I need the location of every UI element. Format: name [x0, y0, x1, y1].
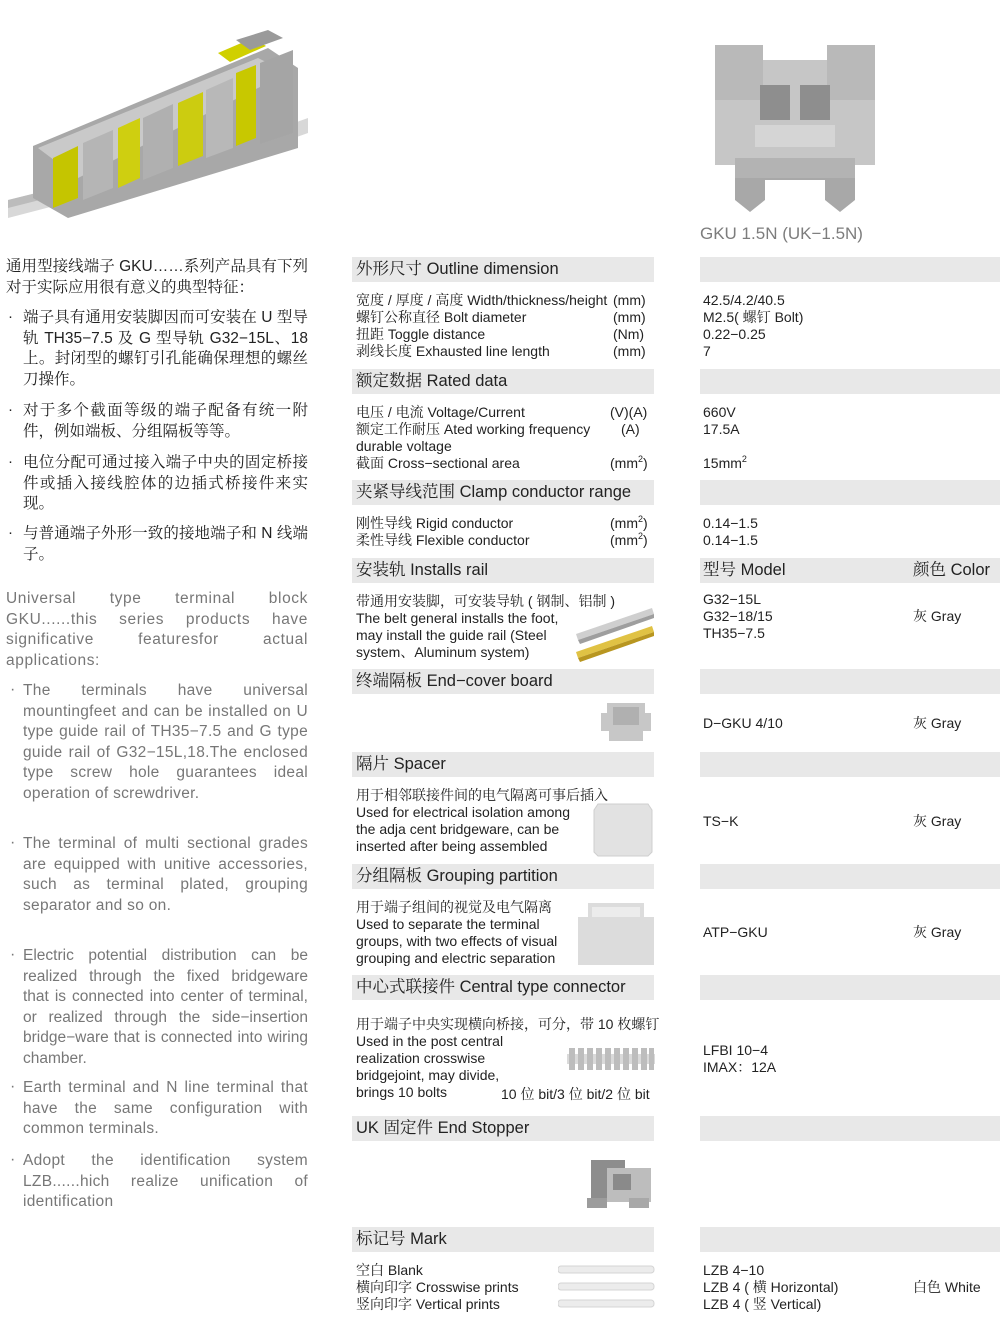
- bullet-dot: ·: [8, 401, 13, 418]
- central-desc-3: realization crosswise: [356, 1050, 486, 1066]
- rail-title: 安装轨 Installs rail: [356, 561, 489, 579]
- outline-unit-3: (Nm): [613, 326, 645, 342]
- rated-label-2b: durable voltage: [356, 438, 452, 454]
- left-en-bullet-1: The terminals have universal mountingfeet and can be installed on U type guide rail of TH35−7.5 and G type guide rail of G32−15L,18.The enclosed type screw hole guarantees ideal operation of screwdriver.: [23, 682, 308, 802]
- outline-title: 外形尺寸 Outline dimension: [356, 260, 559, 278]
- bullet-dot: ·: [10, 1078, 16, 1095]
- band-rated-right: [700, 369, 1000, 394]
- gku-terminal-photo: [700, 40, 890, 215]
- bullet-dot: ·: [8, 524, 13, 541]
- central-desc-2: Used in the post central: [356, 1033, 504, 1049]
- spacer-desc-3: the adja cent bridgeware, can be: [356, 821, 560, 837]
- rated-unit-2: (A): [621, 421, 640, 437]
- band-central-right: [700, 975, 1000, 1000]
- rail-desc-3: may install the guide rail (Steel: [356, 627, 547, 643]
- outline-label-2: 螺钉公称直径 Bolt diameter: [356, 309, 527, 325]
- rail-model-1: G32−15L: [703, 591, 761, 607]
- grouping-title: 分组隔板 Grouping partition: [356, 867, 558, 885]
- band-spacer-right: [700, 752, 1000, 777]
- mark-label-3: 竖向印字 Vertical prints: [356, 1296, 500, 1312]
- clamp-label-1: 刚性导线 Rigid conductor: [356, 515, 514, 531]
- rated-value-1: 660V: [703, 404, 736, 420]
- outline-label-1: 宽度 / 厚度 / 高度 Width/thickness/height: [356, 292, 608, 308]
- outline-label-3: 扭距 Toggle distance: [356, 326, 486, 342]
- rail-desc-1: 带通用安装脚，可安装导轨 ( 钢制、铝制 ): [356, 593, 615, 609]
- rated-unit-3: $(mm^2)$: [610, 454, 648, 471]
- left-cn-bullet-1: 端子具有通用安装脚因而可安装在 U 型导轨 TH35−7.5 及 G 型导轨 G32−15L、18 上。封闭型的螺钉引孔能确保理想的螺丝刀操作。: [23, 309, 308, 388]
- mark-strip-image: [558, 1264, 656, 1310]
- bullet-dot: ·: [10, 946, 16, 963]
- din-rail-image: [574, 600, 654, 662]
- left-cn-bullet-3: 电位分配可通过接入端子中央的固定桥接件或插入接线腔体的边插式桥接件来实现。: [23, 454, 308, 512]
- left-en-bullet-4: Earth terminal and N line terminal that have the same configuration with common terminals.: [23, 1079, 308, 1137]
- band-mark-right: [700, 1227, 1000, 1252]
- spacer-desc-4: inserted after being assembled: [356, 838, 548, 854]
- mark-title: 标记号 Mark: [356, 1230, 447, 1248]
- rail-model-3: TH35−7.5: [703, 625, 765, 641]
- rated-label-2: 额定工作耐压 Ated working frequency: [356, 421, 591, 437]
- clamp-unit-2: $(mm^2)$: [610, 531, 648, 548]
- left-en-bullet-5: Adopt the identification system LZB......hich realize unification of identification: [23, 1152, 308, 1210]
- outline-value-1: 42.5/4.2/40.5: [703, 292, 785, 308]
- spacer-desc-1: 用于相邻联接件间的电气隔离可事后插入: [356, 787, 608, 803]
- clamp-label-2: 柔性导线 Flexible conductor: [356, 532, 530, 548]
- left-en-bullet-3: Electric potential distribution can be realized through the fixed bridgeware that is connected into center of terminal, or realized through the side−insertion bridge−ware that is connected into wiring chamber.: [23, 947, 308, 1067]
- grouping-partition-image: [578, 903, 654, 965]
- central-model-1: LFBI 10−4: [703, 1042, 768, 1058]
- rated-label-3: 截面 Cross−sectional area: [356, 455, 520, 471]
- outline-unit-2: (mm): [613, 309, 646, 325]
- left-cn-bullet-2: 对于多个截面等级的端子配备有统一附件，例如端板、分组隔板等等。: [23, 402, 308, 440]
- outline-label-4: 剥线长度 Exhausted line length: [356, 343, 550, 359]
- central-desc-4: bridgejoint, may divide,: [356, 1067, 500, 1083]
- band-endcover-right: [700, 669, 1000, 694]
- mark-model-3: LZB 4 ( 竖 Vertical): [703, 1296, 822, 1312]
- terminal-block-assembly-photo: [8, 28, 308, 218]
- rated-value-3: $15mm^2$: [703, 454, 747, 471]
- mark-color: 白色 White: [913, 1279, 981, 1295]
- rated-value-2: 17.5A: [703, 421, 740, 437]
- outline-unit-4: (mm): [613, 343, 646, 359]
- endcover-model: D−GKU 4/10: [703, 715, 783, 731]
- outline-value-4: 7: [703, 343, 711, 359]
- rail-model-2: G32−18/15: [703, 608, 773, 624]
- outline-unit-1: (mm): [613, 292, 646, 308]
- central-title: 中心式联接件 Central type connector: [356, 978, 626, 996]
- clamp-value-2: 0.14−1.5: [703, 532, 758, 548]
- model-header: 型号 Model: [703, 561, 786, 579]
- spacer-title: 隔片 Spacer: [356, 755, 446, 773]
- end-cover-image: [599, 703, 653, 743]
- grouping-color: 灰 Gray: [913, 924, 962, 940]
- mark-model-2: LZB 4 ( 横 Horizontal): [703, 1279, 839, 1295]
- mark-label-2: 横向印字 Crosswise prints: [356, 1279, 519, 1295]
- grouping-model: ATP−GKU: [703, 924, 768, 940]
- left-en-bullet-2: The terminal of multi sectional grades are equipped with unitive accessories, such as terminal plated, grouping separator and so on.: [23, 835, 308, 914]
- spacer-desc-2: Used for electrical isolation among: [356, 804, 570, 820]
- mark-model-1: LZB 4−10: [703, 1262, 765, 1278]
- outline-value-3: 0.22−0.25: [703, 326, 766, 342]
- rail-desc-2: The belt general installs the foot,: [356, 610, 559, 626]
- product-caption: GKU 1.5N (UK−1.5N): [700, 224, 863, 243]
- band-outline-right: [700, 257, 1000, 282]
- spacer-model: TS−K: [703, 813, 739, 829]
- bullet-dot: ·: [10, 834, 16, 851]
- central-model-2: IMAX：12A: [703, 1059, 777, 1075]
- spacer-color: 灰 Gray: [913, 813, 962, 829]
- bullet-dot: ·: [10, 681, 16, 698]
- outline-value-2: M2.5( 螺钉 Bolt): [703, 309, 804, 325]
- bullet-dot: ·: [8, 308, 13, 325]
- endcover-color: 灰 Gray: [913, 715, 962, 731]
- left-en-intro: Universal type terminal block GKU......this series products have significative featuresfor actual applications:: [6, 590, 308, 669]
- central-bits: 10 位 bit/3 位 bit/2 位 bit: [501, 1086, 650, 1102]
- endcover-title: 终端隔板 End−cover board: [356, 672, 553, 690]
- mark-label-1: 空白 Blank: [356, 1262, 423, 1278]
- clamp-unit-1: $(mm^2)$: [610, 514, 648, 531]
- grouping-desc-3: groups, with two effects of visual: [356, 933, 558, 949]
- band-stopper-right: [700, 1116, 1000, 1141]
- stopper-title: UK 固定件 End Stopper: [356, 1119, 530, 1137]
- rail-color: 灰 Gray: [913, 608, 962, 624]
- central-desc-1: 用于端子中央实现横向桥接，可分，带 10 枚螺钉: [356, 1016, 660, 1032]
- grouping-desc-2: Used to separate the terminal: [356, 916, 540, 932]
- end-stopper-image: [585, 1154, 655, 1212]
- band-clamp-right: [700, 480, 1000, 505]
- grouping-desc-4: grouping and electric separation: [356, 950, 556, 966]
- rail-desc-4: system、Aluminum system): [356, 644, 530, 660]
- left-cn-intro: 通用型接线端子 GKU……系列产品具有下列对于实际应用很有意义的典型特征：: [6, 258, 308, 296]
- rated-label-1: 电压 / 电流 Voltage/Current: [356, 404, 525, 420]
- clamp-value-1: 0.14−1.5: [703, 515, 758, 531]
- grouping-desc-1: 用于端子组间的视觉及电气隔离: [356, 899, 552, 915]
- bullet-dot: ·: [8, 453, 13, 470]
- central-connector-image: [567, 1046, 655, 1072]
- central-desc-5: brings 10 bolts: [356, 1084, 448, 1100]
- clamp-title: 夹紧导线范围 Clamp conductor range: [356, 483, 632, 501]
- rated-title: 额定数据 Rated data: [356, 372, 508, 390]
- bullet-dot: ·: [10, 1151, 16, 1168]
- spacer-image: [592, 802, 654, 858]
- left-cn-bullet-4: 与普通端子外形一致的接地端子和 N 线端子。: [23, 525, 308, 563]
- band-grouping-right: [700, 864, 1000, 889]
- color-header: 颜色 Color: [913, 561, 991, 579]
- rated-unit-1: (V)(A): [610, 404, 648, 420]
